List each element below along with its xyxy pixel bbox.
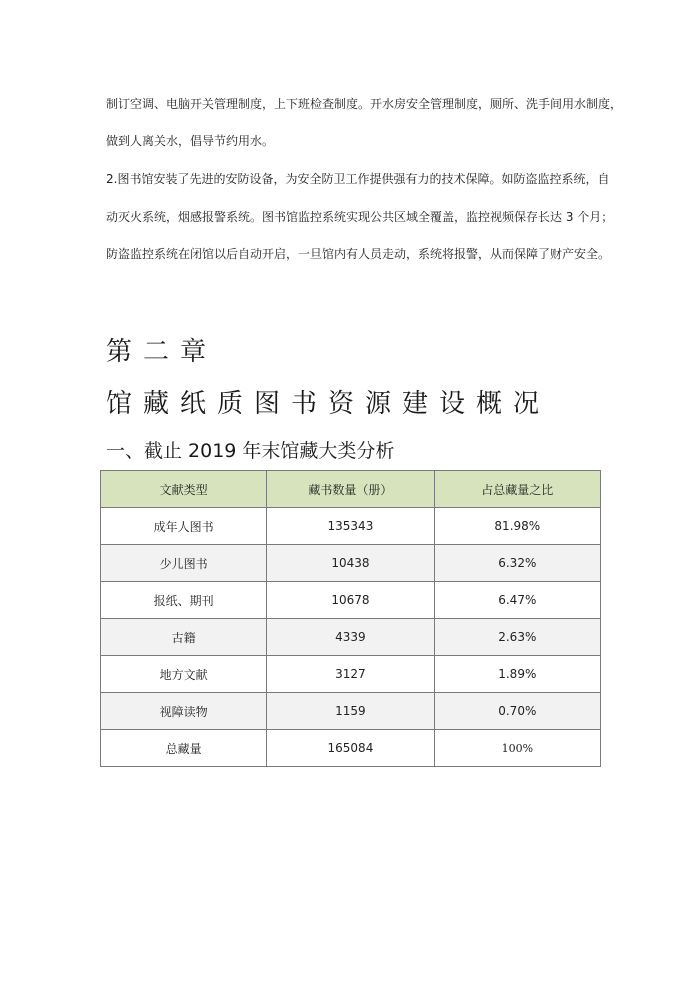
cell-type: 少儿图书	[101, 545, 267, 582]
cell-ratio: 6.32%	[434, 545, 600, 582]
cell-type: 报纸、期刊	[101, 582, 267, 619]
column-header-ratio: 占总藏量之比	[434, 471, 600, 508]
cell-ratio: 2.63%	[434, 619, 600, 656]
column-header-type: 文献类型	[101, 471, 267, 508]
section-heading: 一、截止 2019 年末馆藏大类分析	[106, 440, 395, 462]
table-row	[101, 656, 601, 693]
cell-count: 10438	[267, 545, 434, 582]
table-header-row	[101, 471, 601, 508]
table-row	[101, 619, 601, 656]
cell-count: 165084	[267, 730, 434, 767]
paragraph-line: 动灭火系统，烟感报警系统。图书馆监控系统实现公共区域全覆盖，监控视频保存长达 3 个月；	[106, 210, 614, 224]
cell-ratio: 1.89%	[434, 656, 600, 693]
paragraph-line: 做到人离关水，倡导节约用水。	[106, 134, 275, 148]
cell-count: 135343	[267, 508, 434, 545]
table-row	[101, 693, 601, 730]
cell-type: 成年人图书	[101, 508, 267, 545]
cell-count: 1159	[267, 693, 434, 730]
cell-count: 4339	[267, 619, 434, 656]
paragraph-line: 防盗监控系统在闭馆以后自动开启，一旦馆内有人员走动，系统将报警，从而保障了财产安全。	[106, 247, 611, 261]
column-header-count: 藏书数量（册）	[267, 471, 434, 508]
cell-count: 3127	[267, 656, 434, 693]
paragraph-line: 2.图书馆安装了先进的安防设备，为安全防卫工作提供强有力的技术保障。如防盗监控系统，自	[106, 172, 610, 186]
cell-type: 总藏量	[101, 730, 267, 767]
table-row	[101, 582, 601, 619]
chapter-title: 馆藏纸质图书资源建设概况	[106, 389, 551, 419]
paragraph-line: 制订空调、电脑开关管理制度，上下班检查制度。开水房安全管理制度，厕所、洗手间用水制度，	[106, 97, 623, 111]
cell-type: 古籍	[101, 619, 267, 656]
cell-ratio: 6.47%	[434, 582, 600, 619]
table-row	[101, 545, 601, 582]
cell-ratio: 0.70%	[434, 693, 600, 730]
cell-ratio: 100%	[434, 730, 600, 767]
cell-count: 10678	[267, 582, 434, 619]
cell-type: 视障读物	[101, 693, 267, 730]
chapter-number: 第二章	[106, 337, 218, 367]
cell-ratio: 81.98%	[434, 508, 600, 545]
cell-type: 地方文献	[101, 656, 267, 693]
table-row	[101, 508, 601, 545]
collection-stats-table	[100, 470, 601, 767]
table-row-total	[101, 730, 601, 767]
